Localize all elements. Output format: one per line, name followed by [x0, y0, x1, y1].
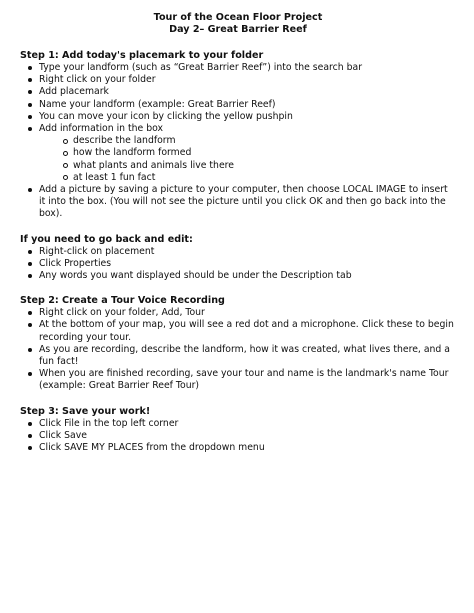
list-item: Right click on your folder, Add, Tour: [20, 307, 456, 319]
list-item-text: Name your landform (example: Great Barrier Reef): [39, 98, 276, 110]
list-item-text: You can move your icon by clicking the yellow pushpin: [39, 110, 293, 122]
step3-heading: Step 3: Save your work!: [20, 405, 151, 417]
list-item: As you are recording, describe the landform, how it was created, what lives there, and a fun fact!: [20, 344, 456, 368]
step1-list: [20, 62, 456, 221]
list-item: Click File in the top left corner: [20, 418, 456, 430]
edit-heading: If you need to go back and edit:: [20, 233, 193, 245]
document-subtitle: Day 2– Great Barrier Reef: [169, 24, 307, 35]
step3-section: [20, 406, 456, 455]
edit-section: [20, 234, 456, 283]
sublist-item: how the landform formed: [39, 147, 456, 159]
list-item: [20, 86, 456, 98]
list-item: [20, 184, 456, 221]
list-item: Any words you want displayed should be under the Description tab: [20, 270, 456, 282]
list-item-text: Add a picture by saving a picture to your computer, then choose LOCAL IMAGE to insert it into the box. (You will not see the picture until you click OK and then go back into the box).: [39, 184, 448, 220]
step2-section: [20, 295, 456, 392]
list-item: Click Properties: [20, 258, 456, 270]
list-item: When you are finished recording, save your tour and name is the landmark's name Tour (example: Great Barrier Reef Tour): [20, 368, 456, 392]
document-title: Tour of the Ocean Floor Project: [153, 12, 323, 23]
step1-section: [20, 50, 456, 221]
step3-list: [20, 418, 456, 455]
list-item-text: Right click on your folder: [39, 74, 156, 86]
list-item: At the bottom of your map, you will see a red dot and a microphone. Click these to begin recording your tour.: [20, 319, 456, 343]
list-item: [20, 99, 456, 111]
list-item-text: Type your landform (such as “Great Barrier Reef”) into the search bar: [39, 62, 363, 73]
sublist-item: at least 1 fun fact: [39, 172, 456, 184]
step2-list: [20, 307, 456, 392]
list-item: [20, 111, 456, 123]
list-item: [20, 74, 456, 86]
list-item-text: Add placemark: [39, 86, 109, 98]
edit-list: [20, 246, 456, 283]
list-item: Right-click on placement: [20, 246, 456, 258]
step2-heading: Step 2: Create a Tour Voice Recording: [20, 295, 225, 307]
sublist-item: what plants and animals live there: [39, 160, 456, 172]
list-item: [20, 62, 456, 74]
step1-sublist: [39, 135, 456, 184]
sublist-item: describe the landform: [39, 135, 456, 147]
list-item: [20, 123, 456, 184]
list-item: Click SAVE MY PLACES from the dropdown menu: [20, 442, 456, 454]
step1-heading: Step 1: Add today's placemark to your folder: [20, 50, 264, 61]
list-item: Click Save: [20, 430, 456, 442]
list-item-text: Add information in the box: [39, 123, 164, 135]
